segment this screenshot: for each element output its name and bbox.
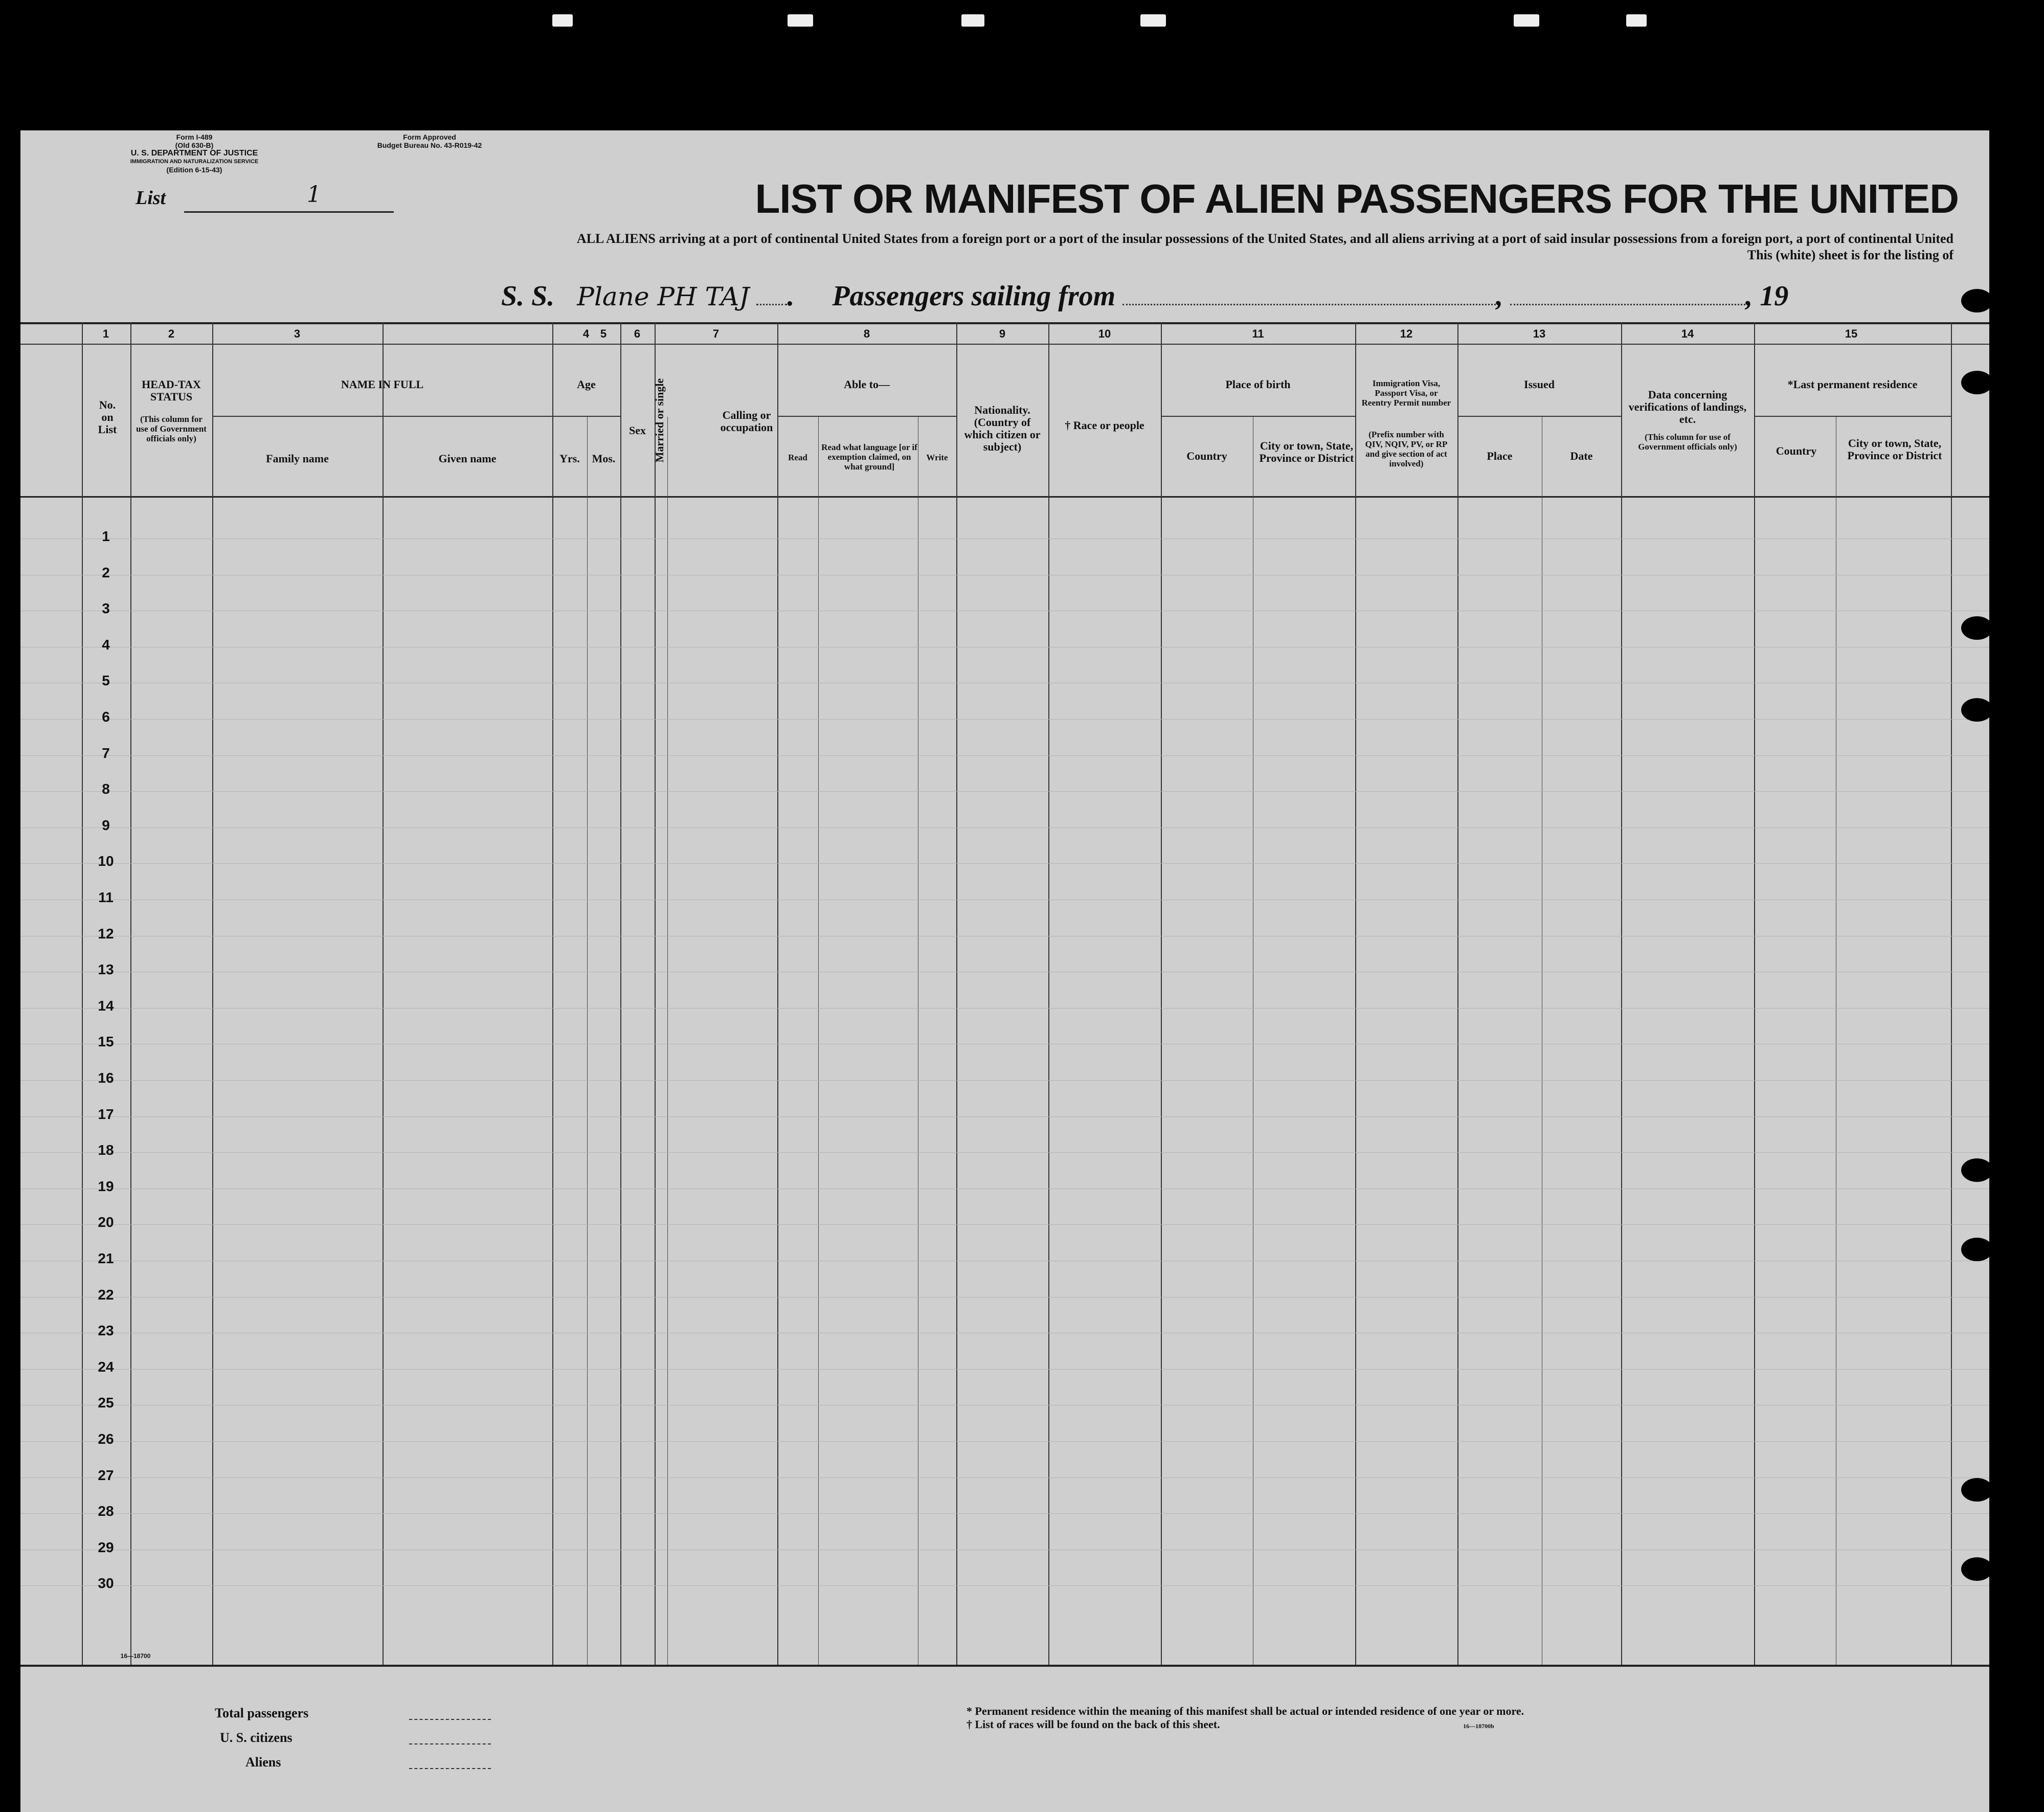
column-number: 8 [863, 327, 870, 340]
binder-hole [1961, 616, 1993, 640]
header-data-concerning: Data concerning verifications of landings, etc. [1628, 388, 1747, 426]
header-head-tax: HEAD-TAX STATUS [142, 378, 201, 403]
row-number: 26 [98, 1431, 114, 1447]
header-res-city: City or town, State, Province or District [1847, 437, 1942, 462]
row-number: 10 [98, 853, 114, 869]
total-passengers-label: Total passengers [215, 1706, 309, 1720]
column-number: 14 [1681, 327, 1694, 340]
form-approval: Form Approved [403, 133, 456, 141]
binder-hole [1961, 1238, 1993, 1261]
row-rule [20, 1585, 1989, 1586]
header-calling: Calling or occupation [720, 409, 773, 434]
row-rule [20, 1008, 1989, 1009]
column-rule [1161, 322, 1162, 1665]
header-country: Country [1186, 450, 1227, 462]
row-rule [20, 755, 1989, 756]
subtitle-line-2: This (white) sheet is for the listing of [1747, 248, 1953, 262]
binder-hole [1961, 289, 1993, 312]
subheader-rule-age [552, 416, 620, 417]
header-given-name: Given name [438, 452, 497, 465]
row-number: 5 [102, 673, 110, 688]
header-place-of-birth: Place of birth [1225, 378, 1291, 391]
row-number: 3 [102, 600, 110, 616]
list-number: 1 [307, 182, 321, 208]
subheader-rule-issued [1457, 416, 1621, 417]
footnote-dagger: † List of races will be found on the back of this sheet. [967, 1718, 1220, 1731]
row-number: 11 [98, 889, 114, 905]
row-number: 6 [102, 709, 110, 725]
header-age: Age [577, 378, 596, 391]
subheader-rule-birth [1161, 416, 1355, 417]
column-number: 3 [294, 327, 301, 340]
row-rule [20, 1369, 1989, 1370]
header-write: Write [926, 453, 948, 462]
us-citizens-label: U. S. citizens [220, 1730, 293, 1745]
row-number: 14 [98, 998, 114, 1014]
subheader-rule-residence [1754, 416, 1951, 417]
header-head-tax-note: (This column for use of Government officials only) [136, 414, 207, 443]
scan-mark [1514, 14, 1539, 27]
column-rule [655, 322, 656, 1665]
column-number: 12 [1400, 327, 1413, 340]
header-city: City or town, State, Province or District [1259, 439, 1354, 464]
header-read-language: Read what language [or if exemption claimed, on what ground] [821, 442, 917, 472]
column-rule [383, 322, 384, 1665]
row-number: 21 [98, 1250, 114, 1266]
sailing-label: Passengers sailing from [832, 280, 1116, 312]
column-rule [1951, 322, 1952, 1665]
column-rule [1457, 322, 1458, 1665]
list-label: List [136, 187, 166, 209]
column-number: 1 [102, 327, 109, 340]
row-rule [20, 1080, 1989, 1081]
column-number: 2 [168, 327, 175, 340]
print-code: 16—18700 [120, 1652, 151, 1660]
header-visa-note: (Prefix number with QIV, NQIV, PV, or RP and give section of act involved) [1365, 430, 1448, 468]
column-number: 10 [1098, 327, 1111, 340]
row-rule [20, 1152, 1989, 1153]
department: U. S. DEPARTMENT OF JUSTICE [130, 149, 258, 158]
row-number: 18 [98, 1142, 114, 1158]
header-res-country: Country [1776, 444, 1817, 457]
column-number: 6 [634, 327, 641, 340]
scan-mark [961, 14, 984, 27]
vessel-line: S. S. Plane PH TAJ . Passengers sailing from , , 19 [501, 280, 1789, 312]
subtitle-line-1: ALL ALIENS arriving at a port of continental United States from a foreign port or a port of the insular possessions of the United States, and all aliens arriving at a port of said insular possessions from a foreign port, a port of continental United [576, 231, 1953, 246]
scan-mark [552, 14, 573, 27]
header-data-note: (This column for use of Government officials only) [1638, 432, 1737, 452]
row-rule [20, 863, 1989, 864]
row-rule [20, 1297, 1989, 1298]
row-number: 30 [98, 1575, 114, 1591]
form-number: Form I-489 [176, 133, 213, 141]
table-top-rule [20, 322, 1989, 324]
row-rule [20, 1224, 1989, 1225]
header-bottom-rule [20, 496, 1989, 498]
total-passengers-row [215, 1706, 491, 1730]
header-read: Read [788, 453, 807, 462]
totals-block [215, 1706, 491, 1779]
column-rule [1621, 322, 1622, 1665]
footnotes [967, 1705, 1682, 1731]
row-number: 1 [102, 528, 110, 544]
row-number: 22 [98, 1287, 114, 1303]
row-number: 17 [98, 1106, 114, 1122]
manifest-sheet [20, 130, 1989, 1812]
header-visa: Immigration Visa, Passport Visa, or Reentry Permit number [1361, 378, 1451, 408]
header-yrs: Yrs. [559, 452, 580, 465]
header-issued: Issued [1524, 378, 1555, 391]
header-able-to: Able to— [844, 378, 890, 391]
column-rule [130, 322, 131, 1665]
row-number: 16 [98, 1070, 114, 1086]
scan-mark [1626, 14, 1647, 27]
column-number: 7 [712, 327, 720, 340]
page-title: LIST OR MANIFEST OF ALIEN PASSENGERS FOR THE UNITED [755, 176, 1959, 221]
row-number: 24 [98, 1359, 114, 1375]
service: IMMIGRATION AND NATURALIZATION SERVICE [130, 159, 259, 165]
column-number: 11 [1252, 327, 1264, 340]
budget-info [348, 133, 511, 149]
subheader-rule-name [212, 416, 552, 417]
row-number: 2 [102, 565, 110, 580]
header-sex: Sex [629, 424, 646, 437]
row-number: 4 [102, 637, 110, 653]
subtitle [394, 231, 1953, 263]
column-number: 5 [600, 327, 607, 340]
row-number: 20 [98, 1214, 114, 1230]
column-number: 13 [1533, 327, 1546, 340]
row-number: 7 [102, 745, 110, 761]
year-prefix: 19 [1760, 280, 1789, 312]
column-rule [1754, 322, 1755, 1665]
column-rule [1048, 322, 1049, 1665]
manifest-table [20, 322, 1989, 1667]
edition: (Edition 6-15-43) [166, 166, 222, 174]
row-number: 29 [98, 1539, 114, 1555]
row-number: 28 [98, 1503, 114, 1519]
row-rule [20, 791, 1989, 792]
form-info [107, 133, 281, 174]
binder-hole [1961, 1478, 1993, 1502]
column-rule [212, 322, 213, 1665]
row-number: 12 [98, 926, 114, 942]
header-mos: Mos. [592, 452, 616, 465]
scan-mark [1140, 14, 1166, 27]
column-number-rule [20, 344, 1989, 345]
binder-hole [1961, 371, 1993, 394]
binder-hole [1961, 1158, 1993, 1182]
us-citizens-row [215, 1730, 491, 1755]
column-number: 15 [1845, 327, 1858, 340]
binder-hole [1961, 1557, 1993, 1581]
aliens-row [215, 1755, 491, 1779]
column-rule [82, 322, 83, 1665]
table-bottom-rule [20, 1665, 1989, 1667]
row-number: 13 [98, 961, 114, 977]
aliens-label: Aliens [245, 1755, 281, 1770]
column-number: 9 [999, 327, 1006, 340]
row-number: 9 [102, 817, 110, 833]
header-race: † Race or people [1065, 419, 1144, 432]
old-form: (Old 630-B) [175, 141, 214, 149]
subheader-rule-able [777, 416, 956, 417]
list-line [184, 211, 394, 213]
row-number: 25 [98, 1395, 114, 1411]
header-last-residence: *Last permanent residence [1787, 378, 1918, 391]
header-no-on-list: No. on List [98, 398, 117, 436]
row-number: 15 [98, 1034, 114, 1049]
row-rule [20, 1441, 1989, 1442]
column-rule [956, 322, 957, 1665]
column-rule [777, 322, 778, 1665]
vessel-prefix: S. S. [501, 280, 555, 312]
column-rule [552, 322, 553, 1665]
row-rule [20, 719, 1989, 720]
binder-hole [1961, 698, 1993, 722]
row-rule [20, 1513, 1989, 1514]
column-rule [620, 322, 621, 1665]
vessel-name: Plane PH TAJ [577, 282, 750, 311]
header-married: Married or single [653, 378, 666, 463]
row-number: 19 [98, 1178, 114, 1194]
header-date: Date [1570, 450, 1593, 462]
row-number: 8 [102, 781, 110, 797]
footnote-code: 16—18700b [1463, 1722, 1494, 1730]
header-nationality: Nationality. (Country of which citizen or subject) [964, 404, 1041, 453]
header-place: Place [1487, 450, 1513, 462]
footnote-star: * Permanent residence within the meaning of this manifest shall be actual or intended residence of one year or more. [967, 1705, 1524, 1717]
budget-number: Budget Bureau No. 43-R019-42 [377, 141, 482, 149]
header-family-name: Family name [266, 452, 329, 465]
column-number: 4 [582, 327, 590, 340]
scan-mark [788, 14, 813, 27]
row-rule [20, 827, 1989, 828]
header-name-in-full: NAME IN FULL [341, 378, 424, 391]
column-rule [1355, 322, 1356, 1665]
row-number: 23 [98, 1323, 114, 1338]
row-number: 27 [98, 1467, 114, 1483]
row-rule [20, 1116, 1989, 1117]
